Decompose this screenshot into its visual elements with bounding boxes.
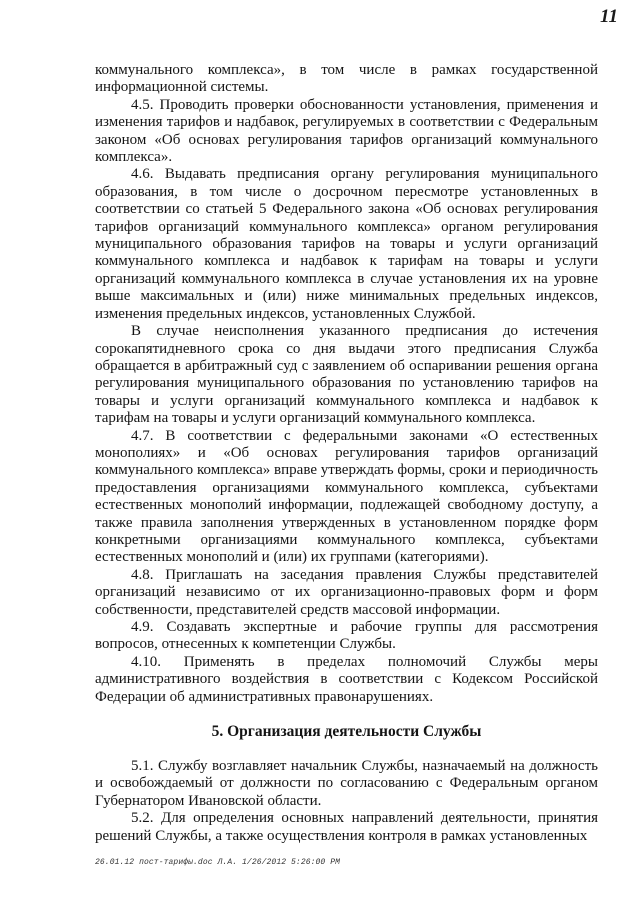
page-number: 11 [600, 6, 618, 27]
document-body [95, 62, 598, 845]
paragraph-4-6: 4.6. Выдавать предписания органу регулирования муниципального образования, в том числе о досрочном пересмотре установленных в соответствии со статьей 5 Федерального закона «Об основах регулирования тарифов организаций коммунального комплекса» органом регулирования муниципального образования тарифов на товары и услуги организаций коммунального комплекса и надбавок к тарифам на товары и услуги организаций коммунального комплекса в случае установления их на уровне выше максимальных и (или) ниже минимальных предельных индексов, изменения предельных индексов, установленных Службой. [95, 166, 598, 322]
document-footer: 26.01.12 пост-тарифы.doc Л.А. 1/26/2012 5:26:00 PM [95, 858, 341, 867]
paragraph-4-8: 4.8. Приглашать на заседания правления Службы представителей организаций независимо от их организационно-правовых форм и форм собственности, представителей средств массовой информации. [95, 566, 598, 618]
paragraph-continuation: коммунального комплекса», в том числе в рамках государственной информационной системы. [95, 62, 598, 96]
paragraph-4-6-note: В случае неисполнения указанного предписания до истечения сорокапятидневного срока со дня выдачи этого предписания Служба обращается в арбитражный суд с заявлением об оспаривании решения органа регулирования муниципального образования по установлению тарифов на товары и услуги организаций коммунального комплекса и надбавок к тарифам на товары и услуги организаций коммунального комплекса. [95, 323, 598, 427]
paragraph-5-2: 5.2. Для определения основных направлений деятельности, принятия решений Службы, а также осуществления контроля в рамках установленных [95, 810, 598, 844]
paragraph-4-9: 4.9. Создавать экспертные и рабочие группы для рассмотрения вопросов, отнесенных к компетенции Службы. [95, 619, 598, 653]
paragraph-4-7: 4.7. В соответствии с федеральными законами «О естественных монополиях» и «Об основах регулирования тарифов организаций коммунального комплекса» вправе утверждать формы, сроки и периодичность предоставления организациями коммунального комплекса, субъектами естественных монополий информации, подлежащей свободному доступу, а также правила заполнения утвержденных в установленном порядке форм конкретными организациями коммунального комплекса, субъектами естественных монополий и (или) их группами (категориями). [95, 427, 598, 566]
paragraph-4-10: 4.10. Применять в пределах полномочий Службы меры административного воздействия в соответствии с Кодексом Российской Федерации об административных правонарушениях. [95, 653, 598, 705]
paragraph-5-1: 5.1. Службу возглавляет начальник Службы, назначаемый на должность и освобождаемый от должности по согласованию с Федеральным органом Губернатором Ивановской области. [95, 758, 598, 809]
paragraph-4-5: 4.5. Проводить проверки обоснованности установления, применения и изменения тарифов и надбавок, регулируемых в соответствии с Федеральным законом «Об основах регулирования тарифов организаций коммунального комплекса». [95, 96, 598, 166]
section-heading: 5. Организация деятельности Службы [211, 723, 482, 741]
